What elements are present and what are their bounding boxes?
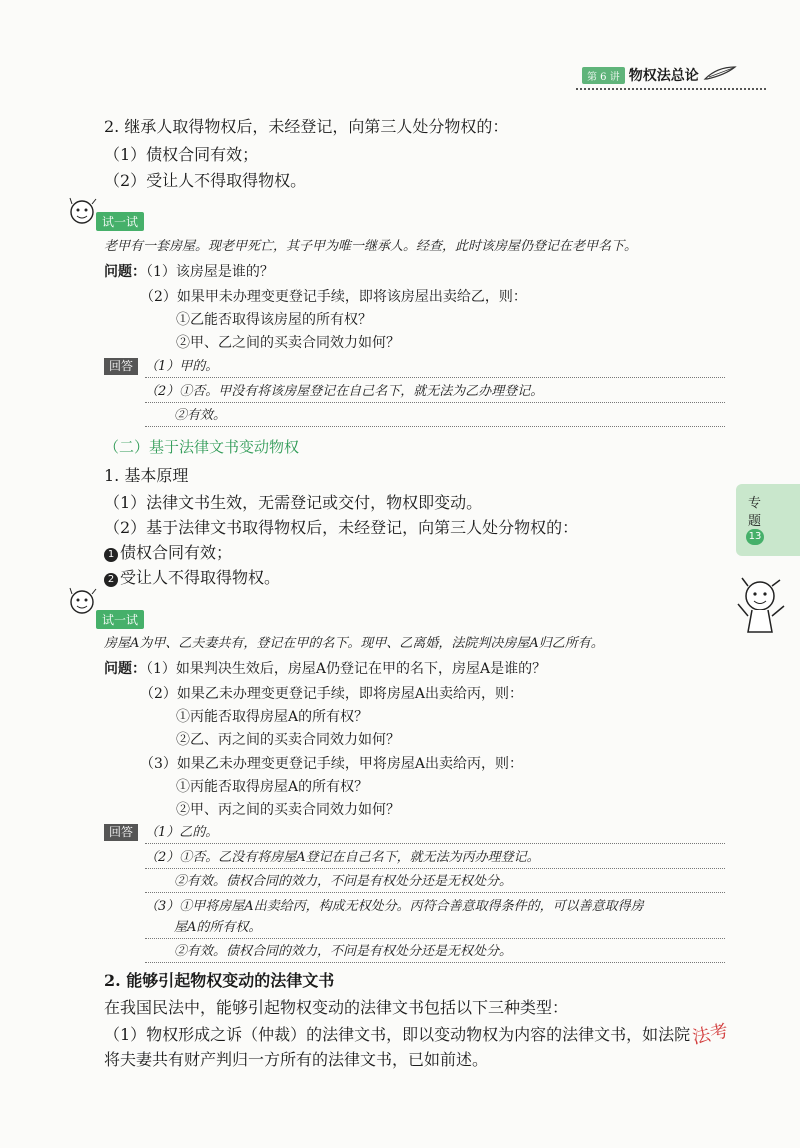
question: （1）如果判决生效后，房屋A仍登记在甲的名下，房屋A是谁的？: [146, 661, 547, 677]
dotted-rule: [145, 402, 725, 403]
scenario-text: 房屋A为甲、乙夫妻共有，登记在甲的名下。现甲、乙离婚，法院判决房屋A归乙所有。: [104, 636, 604, 651]
answer: （2）①否。乙没有将房屋A登记在自己名下，就无法为丙办理登记。: [145, 850, 540, 865]
paragraph: （1）法律文书生效，无需登记或交付，物权即变动。: [104, 493, 483, 512]
chapter-number: 13: [746, 529, 764, 545]
try-label: 试一试: [96, 610, 144, 629]
question: （1）该房屋是谁的？: [146, 264, 274, 280]
question: ①丙能否取得房屋A的所有权？: [176, 709, 369, 725]
section-heading: 2. 继承人取得物权后，未经登记，向第三人处分物权的：: [104, 117, 509, 136]
answer: ②有效。: [174, 408, 227, 423]
chapter-title: 物权法总论: [628, 68, 699, 84]
paragraph: 将夫妻共有财产判归一方所有的法律文书，已如前述。: [104, 1050, 489, 1069]
chapter-side-tab: 专 题 13: [736, 484, 800, 556]
list-item: 债权合同有效；: [120, 543, 233, 562]
lesson-tag: 第 6 讲: [582, 67, 625, 84]
bullet-number: 1: [104, 548, 118, 562]
answer: （2）①否。甲没有将该房屋登记在自己名下，就无法为乙办理登记。: [145, 384, 544, 399]
question: （2）如果甲未办理变更登记手续，即将该房屋出卖给乙，则：: [140, 289, 527, 305]
section-heading: （二）基于法律文书变动物权: [104, 438, 300, 456]
list-item: （2）受让人不得取得物权。: [104, 171, 307, 190]
paragraph: （2）基于法律文书取得物权后，未经登记，向第三人处分物权的：: [104, 518, 579, 537]
question: ①丙能否取得房屋A的所有权？: [176, 779, 369, 795]
header-divider: [576, 88, 766, 90]
section-heading: 2. 能够引起物权变动的法律文书: [104, 971, 335, 990]
red-stamp: 法考: [690, 1020, 731, 1049]
answer-label: 回答: [104, 358, 138, 375]
question: ②甲、乙之间的买卖合同效力如何？: [176, 335, 400, 351]
question-label: 问题：: [104, 264, 146, 280]
answer: （3）①甲将房屋A出卖给丙，构成无权处分。丙符合善意取得条件的，可以善意取得房: [145, 899, 644, 914]
list-item: 受让人不得取得物权。: [120, 568, 281, 587]
dotted-rule: [145, 938, 725, 939]
dotted-rule: [145, 843, 725, 844]
question: （3）如果乙未办理变更登记手续，甲将房屋A出卖给丙，则：: [140, 756, 524, 772]
scenario-text: 老甲有一套房屋。现老甲死亡，其子甲为唯一继承人。经查，此时该房屋仍登记在老甲名下。: [104, 239, 638, 254]
question: ①乙能否取得该房屋的所有权？: [176, 312, 372, 328]
sub-heading: 1. 基本原理: [104, 466, 189, 485]
paragraph: （1）物权形成之诉（仲裁）的法律文书，即以变动物权为内容的法律文书，如法院: [104, 1025, 691, 1044]
answer-label: 回答: [104, 824, 138, 841]
answer: （1）乙的。: [145, 825, 219, 840]
running-header: [582, 66, 737, 84]
dotted-rule: [145, 426, 725, 427]
answer: ②有效。债权合同的效力，不问是有权处分还是无权处分。: [174, 944, 513, 959]
feather-icon: [703, 65, 737, 85]
paragraph: 在我国民法中，能够引起物权变动的法律文书包括以下三种类型：: [104, 998, 569, 1017]
question: ②乙、丙之间的买卖合同效力如何？: [176, 732, 400, 748]
dotted-rule: [145, 892, 725, 893]
dotted-rule: [145, 868, 725, 869]
answer: （1）甲的。: [145, 359, 219, 374]
bullet-number: 2: [104, 573, 118, 587]
try-label: 试一试: [96, 212, 144, 231]
question-label: 问题：: [104, 661, 146, 677]
list-item: （1）债权合同有效；: [104, 145, 259, 164]
answer: ②有效。债权合同的效力，不问是有权处分还是无权处分。: [174, 874, 513, 889]
dotted-rule: [145, 962, 725, 963]
dotted-rule: [145, 377, 725, 378]
answer: 屋A的所有权。: [174, 920, 262, 935]
mascot-icon: [734, 574, 790, 642]
question: （2）如果乙未办理变更登记手续，即将房屋A出卖给丙，则：: [140, 686, 524, 702]
question: ②甲、丙之间的买卖合同效力如何？: [176, 802, 400, 818]
